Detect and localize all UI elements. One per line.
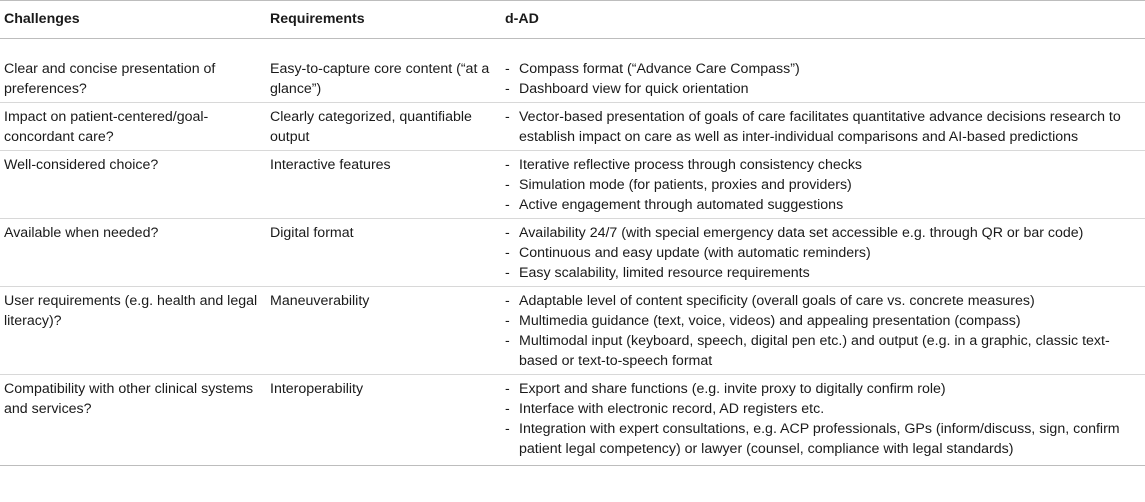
list-item: - Availability 24/7 (with special emergency data set accessible e.g. through QR or bar code) xyxy=(505,223,1145,243)
requirement-cell: Interactive features xyxy=(266,151,501,219)
challenge-cell: Clear and concise presentation of preferences? xyxy=(4,61,216,97)
table-row xyxy=(0,103,1145,151)
list-item: - Multimodal input (keyboard, speech, digital pen etc.) and output (e.g. in a graphic, classic text-based or text-to-speech format xyxy=(505,331,1145,371)
list-item: - Compass format (“Advance Care Compass”) xyxy=(505,59,1145,79)
list-item: - Multimedia guidance (text, voice, videos) and appealing presentation (compass) xyxy=(505,311,1145,331)
d-ad-cell xyxy=(501,151,1145,219)
table-row xyxy=(0,375,1145,466)
challenge-cell: Available when needed? xyxy=(0,219,266,287)
list-item: - Vector-based presentation of goals of care facilitates quantitative advance decisions research to establish impact on care as well as inter-individual comparisons and AI-based predictions xyxy=(505,107,1145,147)
list-item: - Export and share functions (e.g. invite proxy to digitally confirm role) xyxy=(505,379,1145,399)
table-row xyxy=(0,219,1145,287)
header-challenges: Challenges xyxy=(0,1,266,39)
list-item: - Integration with expert consultations, e.g. ACP professionals, GPs (inform/discuss, sign, confirm patient legal competency) or lawyer (counsel, compliance with legal standards) xyxy=(505,419,1145,459)
list-item: - Easy scalability, limited resource requirements xyxy=(505,263,1145,283)
requirement-cell: Maneuverability xyxy=(266,287,501,375)
list-item: - Dashboard view for quick orientation xyxy=(505,79,1145,99)
list-item: - Simulation mode (for patients, proxies and providers) xyxy=(505,175,1145,195)
d-ad-cell xyxy=(501,103,1145,151)
list-item: - Active engagement through automated suggestions xyxy=(505,195,1145,215)
challenge-cell: Impact on patient-centered/goal-concordant care? xyxy=(0,103,266,151)
header-d-ad: d-AD xyxy=(501,1,1145,39)
requirement-cell: Easy-to-capture core content (“at a glance”) xyxy=(270,61,490,97)
challenge-cell: Well-considered choice? xyxy=(0,151,266,219)
table-row xyxy=(0,287,1145,375)
challenge-cell: User requirements (e.g. health and legal literacy)? xyxy=(0,287,266,375)
table-row xyxy=(0,39,1145,103)
header-row xyxy=(0,1,1145,39)
d-ad-cell xyxy=(501,287,1145,375)
table-row xyxy=(0,151,1145,219)
d-ad-cell xyxy=(501,375,1145,466)
challenge-cell: Compatibility with other clinical systems and services? xyxy=(0,375,266,466)
list-item: - Interface with electronic record, AD registers etc. xyxy=(505,399,1145,419)
list-item: - Iterative reflective process through consistency checks xyxy=(505,155,1145,175)
d-ad-cell xyxy=(501,219,1145,287)
requirement-cell: Interoperability xyxy=(266,375,501,466)
d-ad-cell xyxy=(501,39,1145,103)
list-item: - Continuous and easy update (with automatic reminders) xyxy=(505,243,1145,263)
requirement-cell: Clearly categorized, quantifiable output xyxy=(266,103,501,151)
header-requirements: Requirements xyxy=(266,1,501,39)
list-item: - Adaptable level of content specificity (overall goals of care vs. concrete measures) xyxy=(505,291,1145,311)
requirement-cell: Digital format xyxy=(266,219,501,287)
